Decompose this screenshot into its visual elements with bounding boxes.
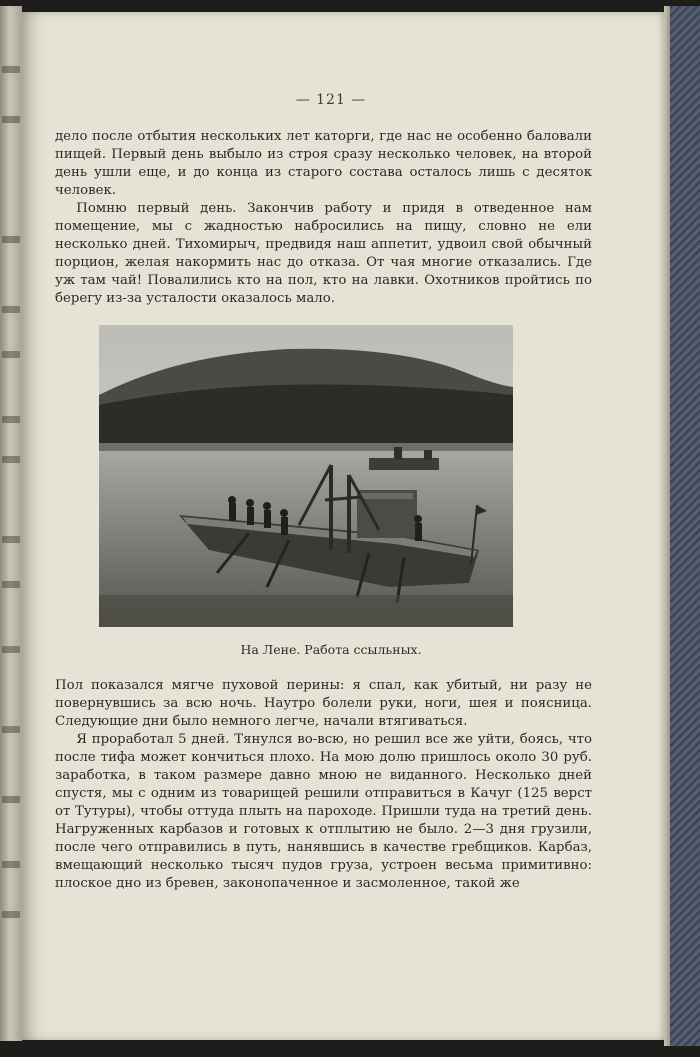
page-number: — 121 — — [295, 92, 367, 108]
paragraph: Помню первый день. Закончив работу и придя в отведенное нам помещение, мы с жадностью набросились на пищу, словно не ели несколько дней. Тихомирыч, предвидя наш аппетит, удвоил свой обычный порцион, желая накормить нас до отказа. От чая многие отказались. Где уж там чай! Повалились кто на пол, кто на лавки. Охотников пройтись по берегу из-за усталости оказалось мало. — [55, 201, 592, 306]
paragraph: Пол показался мягче пуховой перины: я спал, как убитый, ни разу не повернувшись за всю ночь. Наутро болели руки, ноги, шея и поясница. Следующие дни было немного легче, начали втягиваться. — [55, 678, 592, 729]
book-cover-edge — [664, 6, 700, 1046]
river-barge-photo — [99, 325, 513, 627]
photo-caption: На Лене. Работа ссыльных. — [240, 642, 422, 657]
book-page — [22, 12, 664, 1040]
bottom-text-block — [55, 677, 592, 893]
left-facing-page — [0, 6, 22, 1041]
top-text-block — [55, 128, 592, 308]
paragraph: дело после отбытия нескольких лет каторги, где нас не особенно баловали пищей. Первый день выбыло из строя сразу несколько человек, на второй день ушли еще, и до конца из старого состава осталось лишь с десяток человек. — [55, 129, 592, 198]
paragraph: Я проработал 5 дней. Тянулся во-всю, но решил все же уйти, боясь, что после тифа может кончиться плохо. На мою долю пришлось около 30 руб. заработка, в таком размере давно мною не виданного. Несколько дней спустя, мы с одним из товарищей решили отправиться в Качуг (125 верст от Тутуры), чтобы оттуда плыть на пароходе. Пришли туда на третий день. Нагруженных карбазов и готовых к отплытию не было. 2—3 дня грузили, после чего отправились в путь, нанявшись в качестве гребщиков. Карбаз, вмещающий несколько тысяч пудов груза, устроен весьма примитивно: плоское дно из бревен, законопаченное и засмоленное, такой же — [55, 732, 592, 891]
